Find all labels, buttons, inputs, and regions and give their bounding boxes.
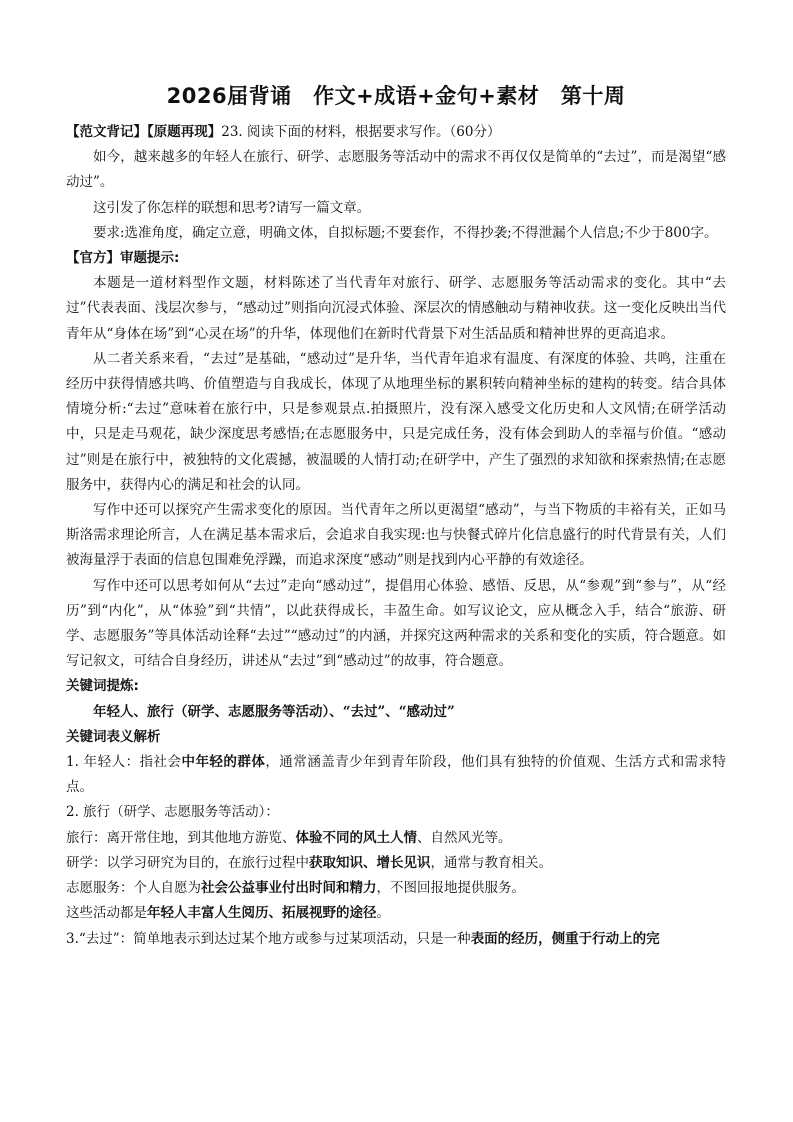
explanation-travel — [66, 826, 726, 851]
explanation-item-young — [66, 750, 726, 800]
explanations-heading: 关键词表义解析 — [66, 728, 161, 745]
analysis-paragraph: 本题是一道材料型作文题，材料陈述了当代青年对旅行、研学、志愿服务等活动需求的变化。其中“去过”代表表面、浅层次参与，“感动过”则指向沉浸式体验、深层次的情感触动与精神收获。这一变化反映出当代青年从“身体在场”到“心灵在场”的升华，体现他们在新时代背景下对生活品质和精神世界的更高追求。 — [66, 275, 726, 342]
keywords-heading: 关键词提炼: — [66, 678, 139, 695]
bold-run: 体验不同的风土人情 — [295, 829, 417, 846]
bold-run: 社会公益事业付出时间和精力 — [201, 880, 377, 897]
prompt-text: 23. 阅读下面的材料，根据要求写作。（60分） — [221, 124, 501, 140]
explanation-volunteer — [66, 876, 726, 901]
text-run: 研学：以学习研究为目的，在旅行过程中 — [66, 854, 309, 871]
explanation-summary — [66, 901, 726, 926]
analysis-heading: 【官方】审题提示: — [66, 250, 180, 267]
bold-run: 表面的经历，侧重于行动上的完 — [470, 930, 660, 947]
bold-run: 获取知识、增长见识 — [309, 854, 431, 871]
analysis-paragraph: 从二者关系来看，“去过”是基础，“感动过”是升华，当代青年追求有温度、有深度的体验、共鸣，注重在经历中获得情感共鸣、价值塑造与自我成长，体现了从地理坐标的累积转向精神坐标的建构的转变。结合具体情境分析:“去过”意味着在旅行中，只是参观景点.拍摄照片，没有深入感受文化历史和人文风情;在研学活动中，只是走马观花，缺少深度思考感悟;在志愿服务中，只是完成任务，没有体会到助人的幸福与价值。“感动过”则是在旅行中，被独特的文化震撼，被温暖的人情打动;在研学中，产生了强烈的求知欲和探索热情;在志愿服务中，获得内心的满足和社会的认同。 — [66, 350, 726, 493]
explanation-study — [66, 851, 726, 876]
text-run: ，通常涵盖青少年到青年阶段，他们具有独特的价值观、生活方式和需求特点。 — [66, 754, 727, 796]
text-run: 。 — [376, 905, 390, 922]
text-run: 志愿服务：个人自愿为 — [66, 880, 201, 897]
analysis-paragraph: 写作中还可以思考如何从“去过”走向“感动过”，提倡用心体验、感悟、反思，从“参观”到“参与”，从“经历”到“内化”，从“体验”到“共情”，以此获得成长，丰盈生命。如写议论文，应从概念入手，结合“旅游、研学、志愿服务”等具体活动诠释“去过”“感动过”的内涵，并探究这两种需求的关系和变化的实质，符合题意。如写记叙文，可结合自身经历，讲述从“去过”到“感动过”的故事，符合题意。 — [66, 577, 726, 670]
prompt-label: 【范文背记】【原题再现】 — [66, 124, 222, 140]
prompt-line — [66, 120, 726, 145]
bold-run: 年轻人丰富人生阅历、拓展视野的途径 — [147, 905, 377, 922]
text-run: ，通常与教育相关。 — [430, 854, 552, 871]
prompt-question: 这引发了你怎样的联想和思考?请写一篇文章。 — [93, 199, 371, 216]
text-run: ，不图回报地提供服务。 — [376, 880, 525, 897]
explanation-item-qu-guo — [66, 927, 726, 952]
page-title: 2026届背诵 作文+成语+金句+素材 第十周 — [166, 84, 626, 108]
prompt-requirements: 要求:选准角度，确定立意，明确文体，自拟标题;不要套作，不得抄袭;不得泄漏个人信息;不少于800字。 — [93, 224, 718, 241]
text-run: 、自然风光等。 — [417, 829, 512, 846]
bold-run: 中年轻的群体 — [181, 754, 266, 771]
analysis-paragraph: 写作中还可以探究产生需求变化的原因。当代青年之所以更渴望“感动”，与当下物质的丰裕有关，正如马斯洛需求理论所言，人在满足基本需求后，会追求自我实现:也与快餐式碎片化信息盛行的时代背景有关，人们被海量浮于表面的信息包围难免浮躁，而追求深度“感动”则是找到内心平静的有效途径。 — [66, 502, 726, 569]
text-run: 这些活动都是 — [66, 905, 147, 922]
text-run: 旅行：离开常住地，到其他地方游览、 — [66, 829, 296, 846]
explanation-item-travel-heading: 2. 旅行（研学、志愿服务等活动）： — [66, 804, 279, 821]
document-page — [66, 80, 726, 952]
keywords-text: 年轻人、旅行（研学、志愿服务等活动）、“去过”、“感动过” — [93, 703, 455, 720]
prompt-material: 如今，越来越多的年轻人在旅行、研学、志愿服务等活动中的需求不再仅仅是简单的“去过”，而是渴望“感动过”。 — [66, 149, 726, 191]
text-run: 1. 年轻人：指社会 — [66, 754, 182, 771]
text-run: 3.“去过”：简单地表示到达过某个地方或参与过某项活动，只是一种 — [66, 930, 471, 947]
